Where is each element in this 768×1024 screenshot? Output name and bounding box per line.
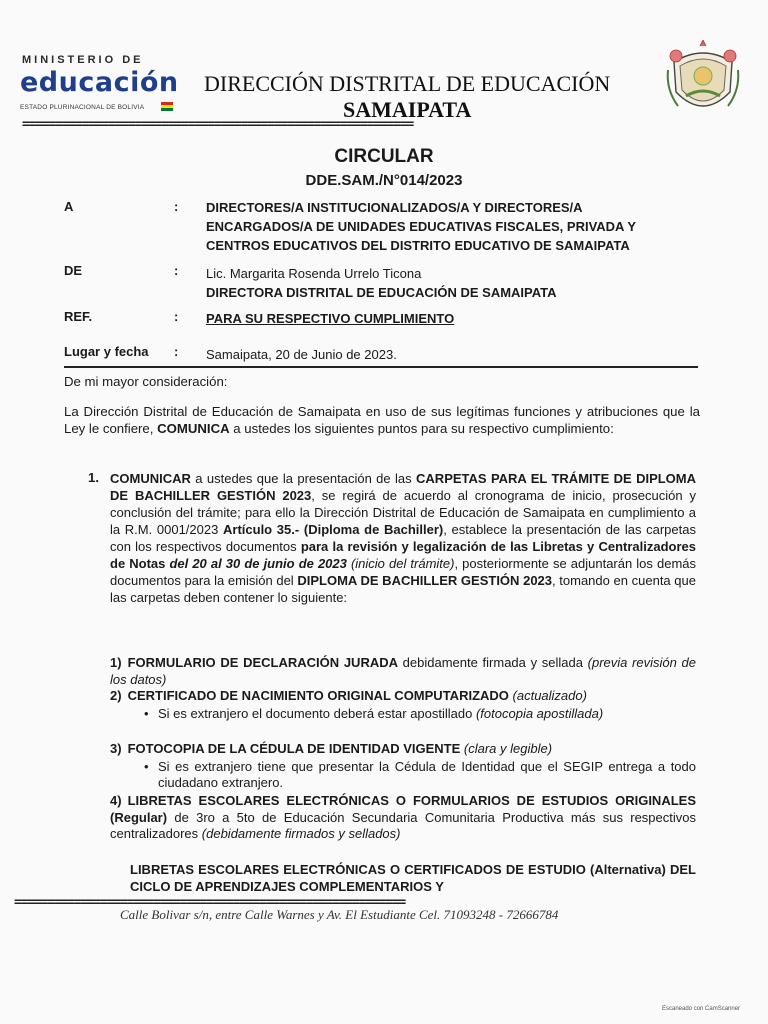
document-title: CIRCULAR xyxy=(334,146,434,167)
to-line1: DIRECTORES/A INSTITUCIONALIZADOS/A Y DIRECTORES/A xyxy=(206,200,583,215)
intro-paragraph: La Dirección Distrital de Educación de Samaipata en uso de sus legítimas funciones y atribuciones que la Ley le confiere, COMUNICA a ustedes los siguientes puntos para su respectivo cumplimiento: xyxy=(64,404,700,436)
scanner-watermark: Escaneado con CamScanner xyxy=(662,1006,741,1012)
header-rule xyxy=(64,366,698,368)
item1-number: 1. xyxy=(88,470,99,485)
req-item-3: 3) FOTOCOPIA DE LA CÉDULA DE IDENTIDAD VIGENTE (clara y legible) xyxy=(110,741,553,756)
ministry-logo: educación xyxy=(20,67,179,98)
coat-of-arms-icon xyxy=(664,40,742,122)
to-label: A xyxy=(64,199,74,214)
from-title: DIRECTORA DISTRITAL DE EDUCACIÓN DE SAMAIPATA xyxy=(206,285,557,300)
from-sender xyxy=(206,264,686,302)
to-colon: : xyxy=(174,199,179,214)
item1-text: COMUNICAR a ustedes que la presentación de las CARPETAS PARA EL TRÁMITE DE DIPLOMA DE BACHILLER GESTIÓN 2023, se regirá de acuerdo al cronograma de inicio, prosecución y conclusión del trámite; para ello la Dirección Distrital de Educación de Samaipata en cumplimiento a la R.M. 0001/2023 Artículo 35.- (Diploma de Bachiller), establece la presentación de las carpetas con los respectivos documentos para la revisión y legalización de las Libretas y Centralizadores de Notas del 20 al 30 de junio de 2023 (inicio del trámite), posteriormente se adjuntarán los demás documentos para la emisión del DIPLOMA DE BACHILLER GESTIÓN 2023, tomando en cuenta que las carpetas deben contener lo siguiente: xyxy=(110,471,697,605)
ref-label: REF. xyxy=(64,309,93,324)
from-colon: : xyxy=(174,263,179,278)
ministry-label: MINISTERIO DE xyxy=(22,54,144,66)
ministry-subtitle: ESTADO PLURINACIONAL DE BOLIVIA xyxy=(20,104,145,111)
header-divider: =========================================================== xyxy=(22,117,413,132)
from-name: Lic. Margarita Rosenda Urrelo Ticona xyxy=(206,266,422,281)
place-label: Lugar y fecha xyxy=(64,344,149,359)
place-colon: : xyxy=(174,344,179,359)
to-line3: CENTROS EDUCATIVOS DEL DISTRITO EDUCATIVO DE SAMAIPATA xyxy=(206,238,630,253)
req-item-2-note: • Si es extranjero el documento deberá estar apostillado (fotocopia apostillada) xyxy=(158,706,696,722)
ref-value: PARA SU RESPECTIVO CUMPLIMIENTO xyxy=(206,311,455,326)
header-title-line2: SAMAIPATA xyxy=(343,97,472,122)
place-value: Samaipata, 20 de Junio de 2023. xyxy=(206,347,397,362)
req-item-3-note: • Si es extranjero tiene que presentar la Cédula de Identidad que el SEGIP entrega a todo ciudadano extranjero. xyxy=(158,759,696,791)
to-recipients xyxy=(206,198,686,255)
bolivia-flag-icon xyxy=(161,102,173,111)
req-item-4-alt: LIBRETAS ESCOLARES ELECTRÓNICAS O CERTIFICADOS DE ESTUDIO (Alternativa) DEL CICLO DE APRENDIZAJES COMPLEMENTARIOS Y xyxy=(130,862,696,894)
header-title-line1: DIRECCIÓN DISTRITAL DE EDUCACIÓN xyxy=(204,71,611,96)
to-line2: ENCARGADOS/A DE UNIDADES EDUCATIVAS FISCALES, PRIVADA Y xyxy=(206,219,637,234)
req-item-4: 4) LIBRETAS ESCOLARES ELECTRÓNICAS O FORMULARIOS DE ESTUDIOS ORIGINALES (Regular) de 3ro a 5to de Educación Secundaria Comunitaria Productiva más sus respectivos centralizadores (debidamente firmados y sellados) xyxy=(110,793,696,841)
footer-address: Calle Bolivar s/n, entre Calle Warnes y Av. El Estudiante Cel. 71093248 - 72666784 xyxy=(120,907,559,922)
req-item-2: 2) CERTIFICADO DE NACIMIENTO ORIGINAL COMPUTARIZADO (actualizado) xyxy=(110,688,587,703)
footer-divider: =========================================================== xyxy=(14,895,405,910)
ref-colon: : xyxy=(174,309,179,324)
document-number: DDE.SAM./N°014/2023 xyxy=(305,172,463,189)
from-label: DE xyxy=(64,263,83,278)
greeting: De mi mayor consideración: xyxy=(64,374,228,389)
req-item-1: 1) FORMULARIO DE DECLARACIÓN JURADA debidamente firmada y sellada (previa revisión de los datos) xyxy=(110,655,696,687)
